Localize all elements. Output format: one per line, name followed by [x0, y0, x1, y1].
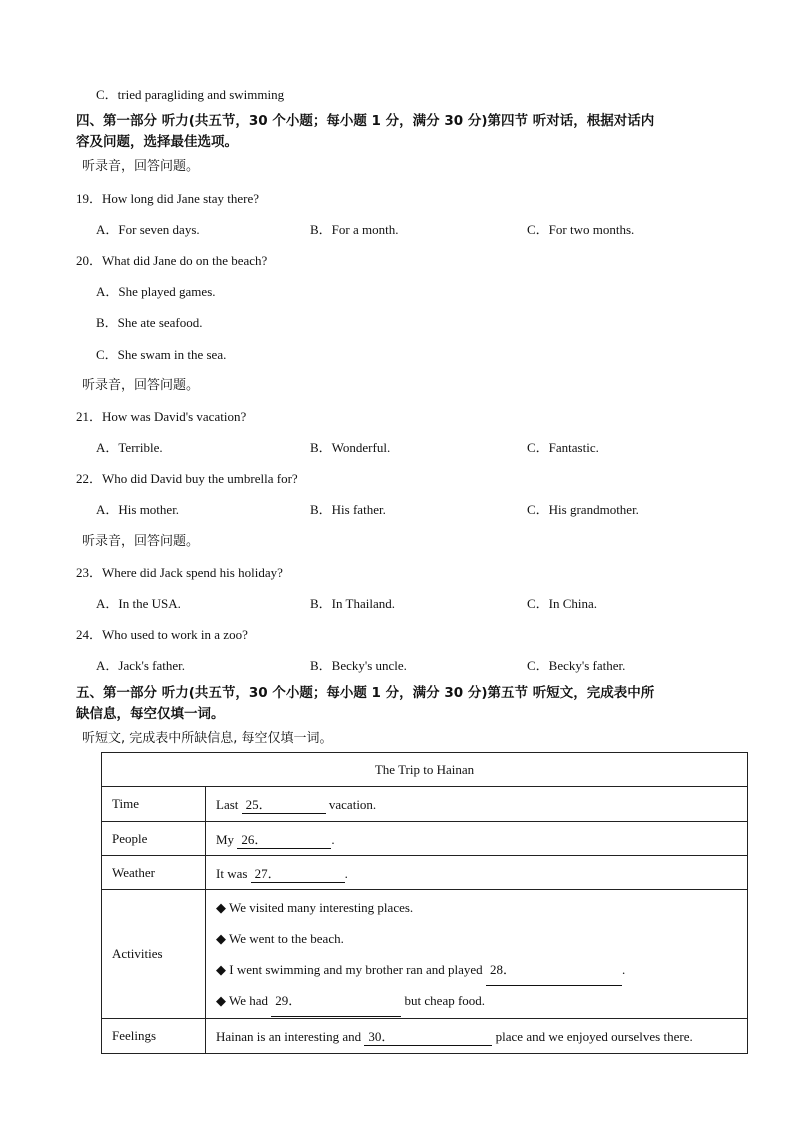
q24-option-a[interactable]: A．Jack's father. [96, 658, 185, 673]
blank-30[interactable]: 30． [364, 1026, 492, 1046]
row-value-time: Last 25． vacation. [206, 787, 748, 822]
q21-option-b[interactable]: B．Wonderful. [310, 440, 391, 455]
table-title: The Trip to Hainan [102, 753, 748, 787]
q19-option-b[interactable]: B．For a month. [310, 222, 399, 237]
question-20: 20．What did Jane do on the beach? [76, 253, 268, 268]
blank-28[interactable]: 28． [486, 954, 622, 986]
row-label-time: Time [102, 787, 206, 822]
q20-option-b[interactable]: B．She ate seafood. [96, 315, 203, 330]
row-label-people: People [102, 822, 206, 856]
q22-option-c[interactable]: C．His grandmother. [527, 502, 639, 517]
q24-option-c[interactable]: C．Becky's father. [527, 658, 626, 673]
q22-option-b[interactable]: B．His father. [310, 502, 386, 517]
section5-heading-line2: 缺信息，每空仅填一词。 [76, 706, 225, 722]
row-value-weather: It was 27． . [206, 856, 748, 890]
q24-option-b[interactable]: B．Becky's uncle. [310, 658, 407, 673]
row-value-feelings: Hainan is an interesting and 30． place and we enjoyed ourselves there. [206, 1019, 748, 1054]
q20-option-c[interactable]: C．She swam in the sea. [96, 347, 227, 362]
q23-option-b[interactable]: B．In Thailand. [310, 596, 395, 611]
q22-option-a[interactable]: A．His mother. [96, 502, 180, 517]
activity-item: ◆ We went to the beach. [216, 931, 344, 946]
blank-27[interactable]: 27． [251, 863, 345, 883]
row-label-activities: Activities [102, 890, 206, 1019]
question-24: 24．Who used to work in a zoo? [76, 627, 248, 642]
row-value-people: My 26． . [206, 822, 748, 856]
section5-instruction: 听短文, 完成表中所缺信息, 每空仅填一词。 [82, 731, 333, 746]
listening-instruction: 听录音，回答问题。 [82, 534, 200, 549]
q23-option-c[interactable]: C．In China. [527, 596, 598, 611]
row-label-weather: Weather [102, 856, 206, 890]
row-value-activities [206, 890, 748, 1019]
row-label-feelings: Feelings [102, 1019, 206, 1054]
question-21: 21．How was David's vacation? [76, 409, 247, 424]
blank-29[interactable]: 29． [271, 985, 401, 1017]
trip-table [101, 752, 748, 1054]
q19-option-c[interactable]: C．For two months. [527, 222, 635, 237]
option-c-previous: C．tried paragliding and swimming [96, 87, 285, 102]
listening-instruction: 听录音，回答问题。 [82, 378, 200, 393]
diamond-bullet-icon: ◆ [216, 931, 226, 946]
blank-26[interactable]: 26． [237, 829, 331, 849]
q23-option-a[interactable]: A．In the USA. [96, 596, 181, 611]
section5-heading-line1: 五、第一部分 听力(共五节，30 个小题；每小题 1 分，满分 30 分)第五节 听短文，完成表中所 [76, 685, 655, 701]
activity-item: ◆ We had 29． but cheap food. [216, 985, 737, 1016]
question-22: 22．Who did David buy the umbrella for? [76, 471, 298, 486]
q19-option-a[interactable]: A．For seven days. [96, 222, 200, 237]
diamond-bullet-icon: ◆ [216, 900, 226, 915]
q20-option-a[interactable]: A．She played games. [96, 284, 216, 299]
section4-heading-line2: 容及问题，选择最佳选项。 [76, 134, 238, 150]
activity-item: ◆ I went swimming and my brother ran and played 28． . [216, 954, 737, 985]
question-19: 19．How long did Jane stay there? [76, 191, 260, 206]
diamond-bullet-icon: ◆ [216, 962, 226, 977]
activity-item: ◆ We visited many interesting places. [216, 900, 414, 915]
blank-25[interactable]: 25． [242, 794, 326, 814]
listening-instruction: 听录音，回答问题。 [82, 159, 200, 174]
diamond-bullet-icon: ◆ [216, 993, 226, 1008]
section4-heading-line1: 四、第一部分 听力(共五节，30 个小题；每小题 1 分，满分 30 分)第四节 听对话，根据对话内 [76, 113, 655, 129]
q21-option-a[interactable]: A．Terrible. [96, 440, 163, 455]
question-23: 23．Where did Jack spend his holiday? [76, 565, 283, 580]
q21-option-c[interactable]: C．Fantastic. [527, 440, 599, 455]
